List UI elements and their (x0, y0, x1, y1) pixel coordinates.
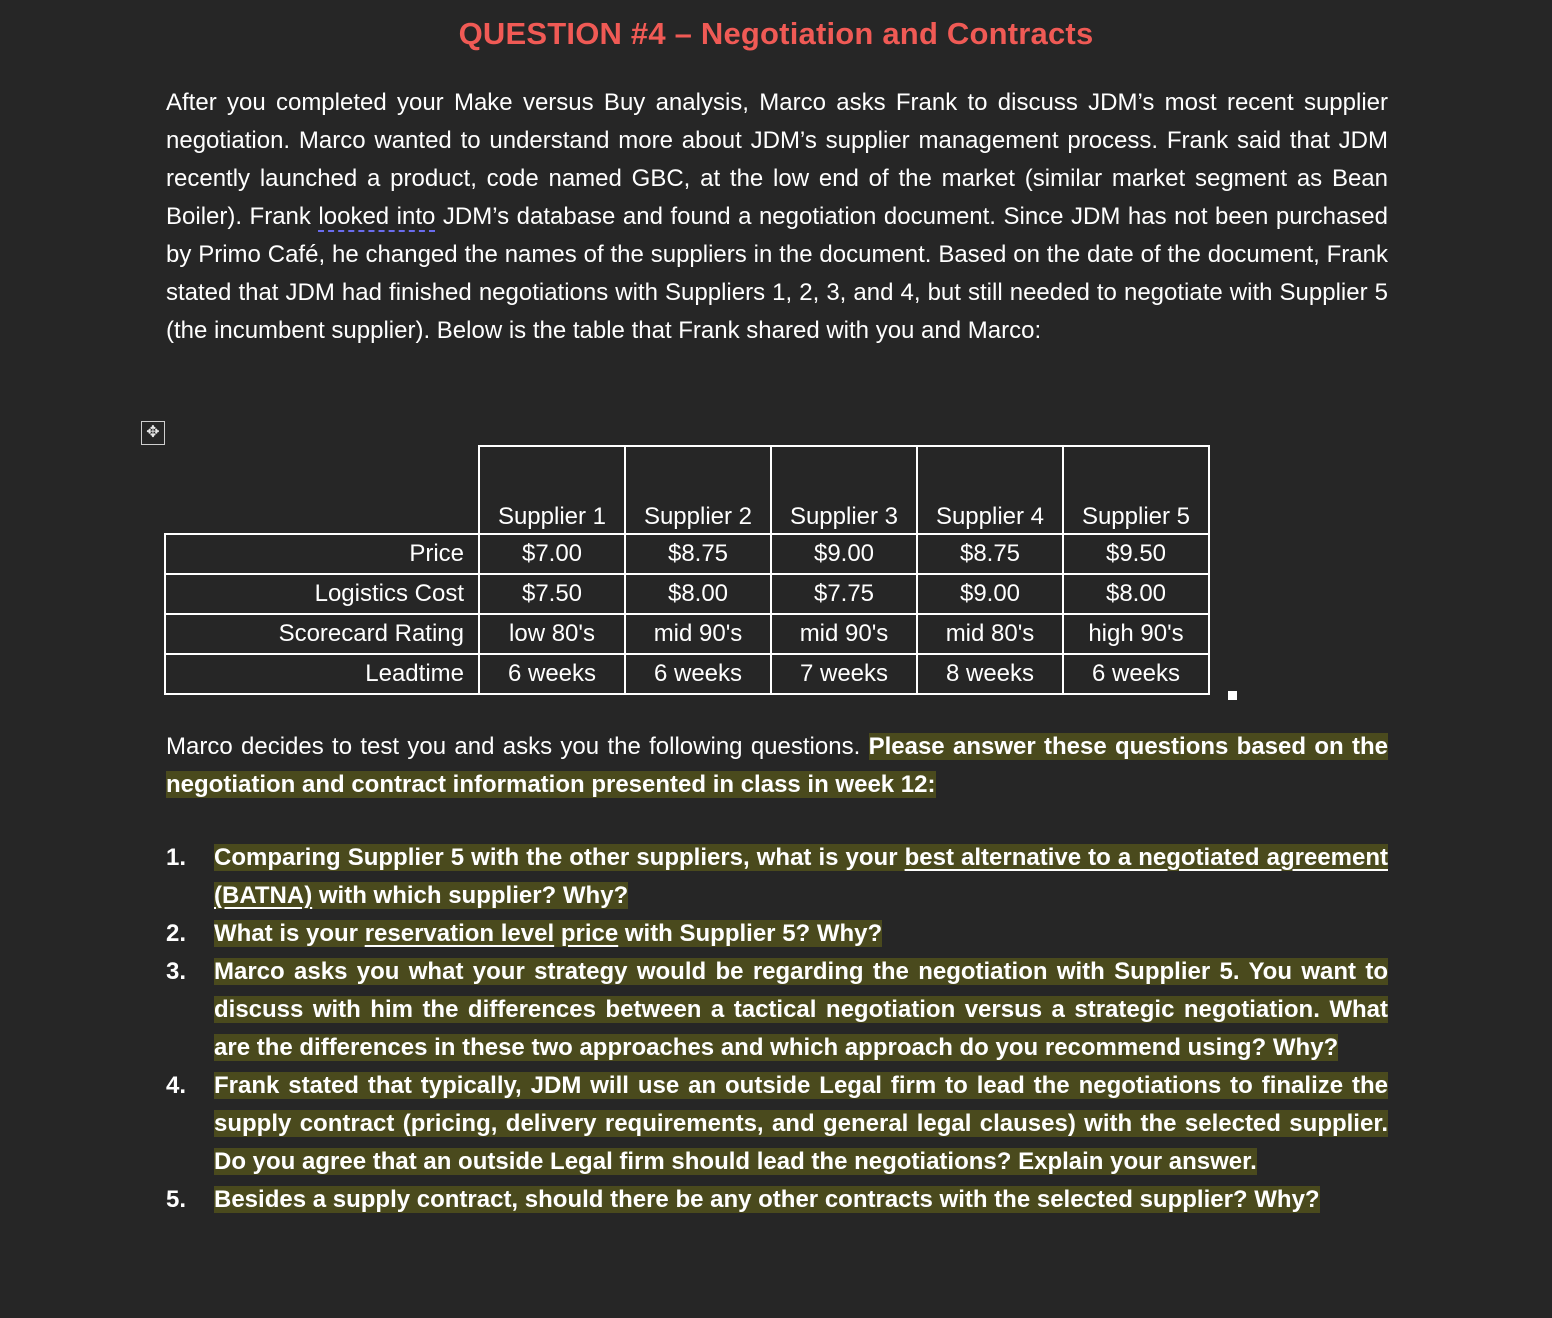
list-number: 1. (166, 844, 187, 871)
table-cell: $7.00 (479, 534, 625, 574)
row-label: Logistics Cost (165, 574, 479, 614)
question-text-part: What is your (214, 920, 365, 947)
question-term: reservation level (364, 920, 555, 947)
header-supplier-4: Supplier 4 (917, 446, 1063, 534)
header-supplier-5: Supplier 5 (1063, 446, 1209, 534)
question-text: Frank stated that typically, JDM will use an outside Legal firm to lead the negotiations to finalize the supply contract (pricing, delivery requirements, and general legal clauses) with the selected supplier. Do you agree that an outside Legal firm should lead the negotiations? Explain your answer. (214, 1072, 1388, 1175)
list-number: 2. (166, 920, 187, 947)
table-cell: 6 weeks (1063, 654, 1209, 694)
row-label: Scorecard Rating (165, 614, 479, 654)
supplier-table (164, 445, 1210, 695)
prompt-text: Marco decides to test you and asks you the following questions. (166, 733, 869, 760)
table-corner-cell (165, 446, 479, 534)
list-number: 5. (166, 1186, 187, 1213)
question-text: Besides a supply contract, should there be any other contracts with the selected supplier? Why? (214, 1186, 1320, 1213)
intro-paragraph (166, 84, 1388, 350)
list-item (166, 953, 1388, 1067)
list-item (166, 1181, 1388, 1219)
question-text: Marco asks you what your strategy would be regarding the negotiation with Supplier 5. You want to discuss with him the differences between a tactical negotiation versus a strategic negotiation. What are the differences in these two approaches and which approach do you recommend using? Why? (214, 958, 1388, 1061)
question-text-part (554, 920, 561, 947)
table-cell: $9.00 (917, 574, 1063, 614)
intro-flagged-text: looked into (318, 203, 436, 230)
row-label: Price (165, 534, 479, 574)
intro-text-2: JDM’s database and found a negotiation document. Since JDM has not been purchased by Primo Café, he changed the names of the suppliers in the document. Based on the date of the document, Frank stated that JDM had finished negotiations with Suppliers 1, 2, 3, and 4, but still needed to negotiate with Supplier 5 (the incumbent supplier). Below is the table that Frank shared with you and Marco: (166, 203, 1389, 344)
questions-prompt (166, 728, 1388, 804)
table-cell: 7 weeks (771, 654, 917, 694)
list-item (166, 839, 1388, 915)
table-resize-handle-icon[interactable] (1227, 690, 1238, 701)
table-cell: mid 90's (771, 614, 917, 654)
table-cell: 8 weeks (917, 654, 1063, 694)
table-cell: $7.75 (771, 574, 917, 614)
header-supplier-2: Supplier 2 (625, 446, 771, 534)
question-text-part: Comparing Supplier 5 with the other suppliers, what is your (214, 844, 905, 871)
page-title: QUESTION #4 – Negotiation and Contracts (458, 16, 1094, 51)
question-text-part: with which supplier? Why? (312, 882, 629, 909)
table-cell: low 80's (479, 614, 625, 654)
row-label: Leadtime (165, 654, 479, 694)
table-cell: $8.00 (625, 574, 771, 614)
questions-list (166, 839, 1388, 1219)
question-term: price (560, 920, 619, 947)
table-cell: $8.00 (1063, 574, 1209, 614)
question-text (214, 920, 882, 947)
question-text (214, 844, 1388, 909)
list-item (166, 915, 1388, 953)
table-header-row (165, 446, 1209, 534)
table-cell: mid 80's (917, 614, 1063, 654)
table-cell: $8.75 (917, 534, 1063, 574)
table-cell: $8.75 (625, 534, 771, 574)
question-term: best alternative to a negotiated agreement (BATNA) (214, 844, 1388, 909)
question-text-part: with Supplier 5? Why? (618, 920, 883, 947)
table-move-handle-icon[interactable]: ✥ (141, 421, 165, 445)
table-row-logistics-cost (165, 574, 1209, 614)
table-cell: 6 weeks (479, 654, 625, 694)
intro-text-1: After you completed your Make versus Buy analysis, Marco asks Frank to discuss JDM’s most recent supplier negotiation. Marco wanted to understand more about JDM’s supplier management process. Frank said that JDM recently launched a product, code named GBC, at the low end of the market (similar market segment as Bean Boiler). Frank (166, 89, 1388, 230)
table-cell: 6 weeks (625, 654, 771, 694)
table-cell: $9.50 (1063, 534, 1209, 574)
table-row-scorecard-rating (165, 614, 1209, 654)
table-cell: $9.00 (771, 534, 917, 574)
list-number: 4. (166, 1072, 187, 1099)
list-item (166, 1067, 1388, 1181)
table-row-leadtime (165, 654, 1209, 694)
table-cell: mid 90's (625, 614, 771, 654)
prompt-highlight: Please answer these questions based on the negotiation and contract information presented in class in week 12: (166, 733, 1389, 798)
table-cell: high 90's (1063, 614, 1209, 654)
header-supplier-3: Supplier 3 (771, 446, 917, 534)
list-number: 3. (166, 958, 187, 985)
table-cell: $7.50 (479, 574, 625, 614)
header-supplier-1: Supplier 1 (479, 446, 625, 534)
table-row-price (165, 534, 1209, 574)
